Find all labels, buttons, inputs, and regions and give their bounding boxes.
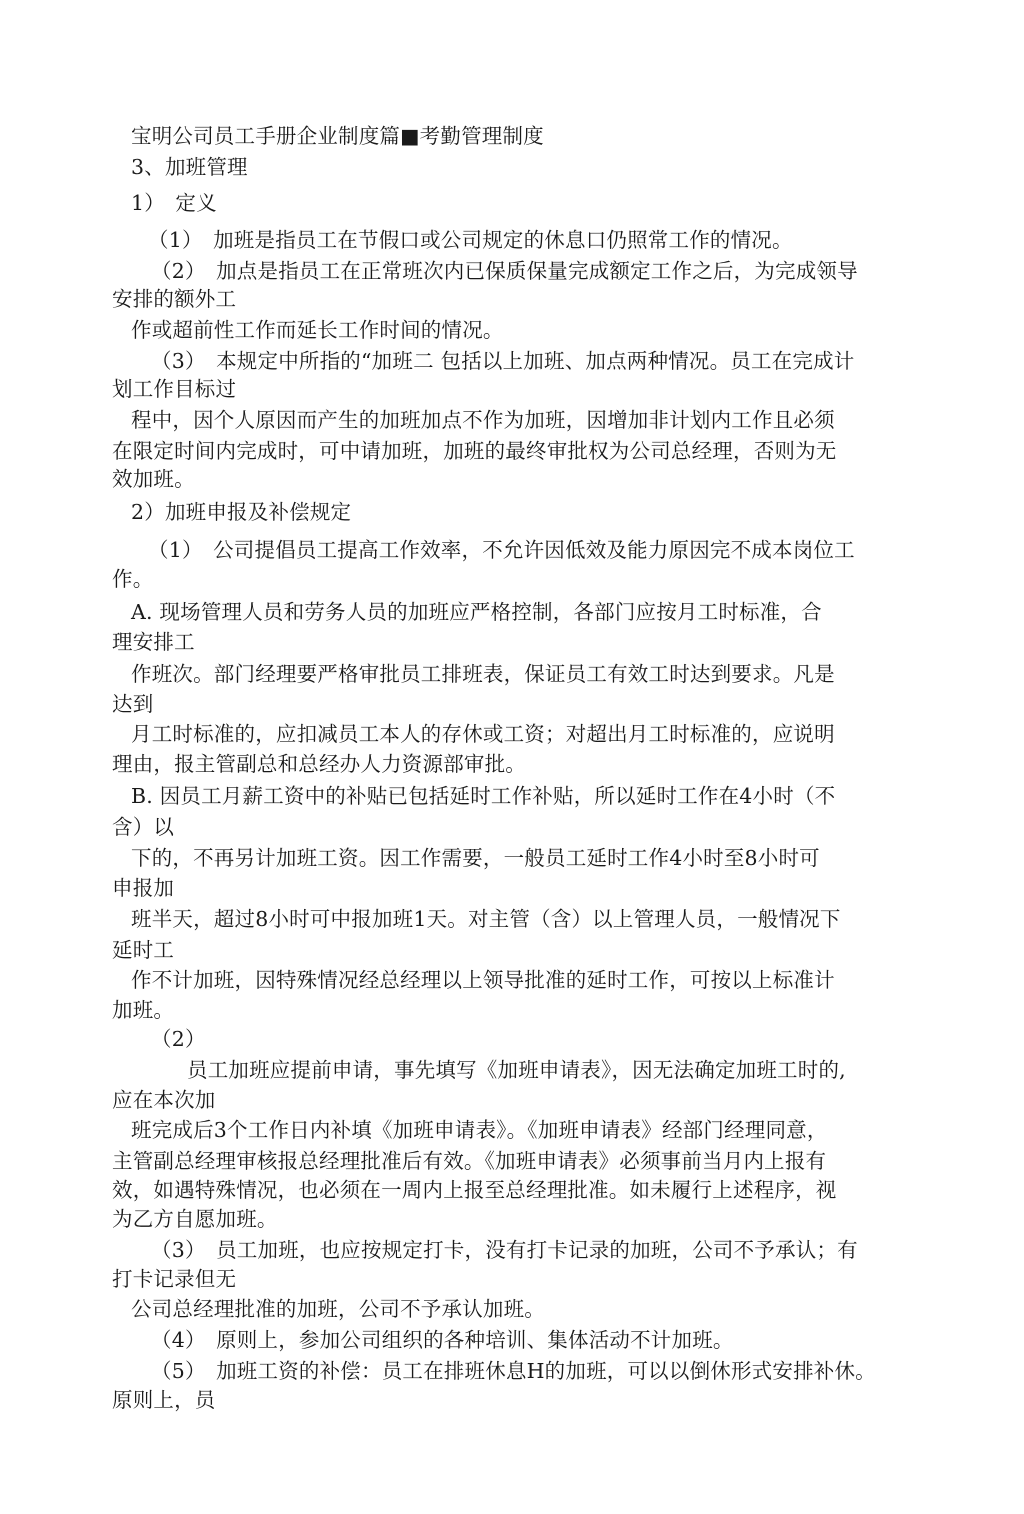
text-line: 月工时标准的，应扣减员工本人的存休或工资；对超出月工时标准的，应说明 <box>131 722 835 746</box>
text-line: 员工加班应提前申请，事先填写《加班申请表》，因无法确定加班工时的, <box>187 1058 846 1082</box>
text-line: 延时工 <box>112 938 175 962</box>
document-header: 宝明公司员工手册企业制度篇■考勤管理制度 <box>131 124 544 148</box>
text-line: 公司总经理批准的加班，公司不予承认加班。 <box>131 1297 545 1321</box>
text-line: 申报加 <box>112 876 175 900</box>
text-line: 理由，报主管副总和总经办人力资源部审批。 <box>112 752 526 776</box>
text-line: 效加班。 <box>112 467 195 491</box>
text-line: （3） 员工加班，也应按规定打卡，没有打卡记录的加班，公司不予承认；有 <box>151 1238 858 1262</box>
text-line: 含）以 <box>112 815 175 839</box>
text-line: （1） 公司提倡员工提高工作效率，不允许因低效及能力原因完不成本岗位工 <box>148 538 855 562</box>
text-line: （3） 本规定中所指的“加班二 包括以上加班、加点两种情况。员工在完成计 <box>151 349 855 373</box>
text-line: 理安排工 <box>112 630 195 654</box>
text-line: 加班。 <box>112 998 175 1022</box>
text-line: A. 现场管理人员和劳务人员的加班应严格控制，各部门应按月工时标准，合 <box>131 600 822 624</box>
text-line: （2） <box>151 1027 206 1051</box>
text-line: 在限定时间内完成时，可中请加班，加班的最终审批权为公司总经理，否则为无 <box>112 439 837 463</box>
subsection-heading: 2）加班申报及补偿规定 <box>131 500 352 524</box>
text-line: 主管副总经理审核报总经理批准后有效。《加班申请表》必须事前当月内上报有 <box>112 1149 827 1173</box>
text-line: （5） 加班工资的补偿：员工在排班休息H的加班，可以以倒休形式安排补休。 <box>151 1359 876 1383</box>
subsection-heading: 1） 定义 <box>131 191 217 215</box>
text-line: 效，如遇特殊情况，也必须在一周内上报至总经理批准。如未履行上述程序，视 <box>112 1178 837 1202</box>
text-line: 打卡记录但无 <box>112 1267 237 1291</box>
text-line: 作班次。部门经理要严格审批员工排班表，保证员工有效工时达到要求。凡是 <box>131 662 835 686</box>
text-line: （1） 加班是指员工在节假口或公司规定的休息口仍照常工作的情况。 <box>148 228 793 252</box>
text-line: 班完成后3个工作日内补填《加班申请表》。《加班申请表》经部门经理同意， <box>131 1118 828 1142</box>
text-line: （2） 加点是指员工在正常班次内已保质保量完成额定工作之后，为完成领导 <box>151 259 858 283</box>
text-line: （4） 原则上，参加公司组织的各种培训、集体活动不计加班。 <box>151 1328 734 1352</box>
text-line: 班半天，超过8小时可中报加班1天。对主管（含）以上管理人员，一般情况下 <box>131 907 841 931</box>
text-line: 划工作目标过 <box>112 377 237 401</box>
text-line: 程中，因个人原因而产生的加班加点不作为加班，因增加非计划内工作且必须 <box>131 408 835 432</box>
text-line: 作不计加班，因特殊情况经总经理以上领导批准的延时工作，可按以上标准计 <box>131 968 835 992</box>
text-line: 作。 <box>112 567 154 591</box>
text-line: 为乙方自愿加班。 <box>112 1207 278 1231</box>
text-line: 安排的额外工 <box>112 287 237 311</box>
text-line: 原则上，员 <box>112 1388 216 1412</box>
text-line: 作或超前性工作而延长工作时间的情况。 <box>131 318 504 342</box>
text-line: 达到 <box>112 692 154 716</box>
text-line: 下的，不再另计加班工资。因工作需要，一般员工延时工作4小时至8小时可 <box>131 846 820 870</box>
text-line: 应在本次加 <box>112 1088 216 1112</box>
section-heading: 3、加班管理 <box>131 155 248 179</box>
text-line: B. 因员工月薪工资中的补贴已包括延时工作补贴，所以延时工作在4小时（不 <box>131 784 836 808</box>
